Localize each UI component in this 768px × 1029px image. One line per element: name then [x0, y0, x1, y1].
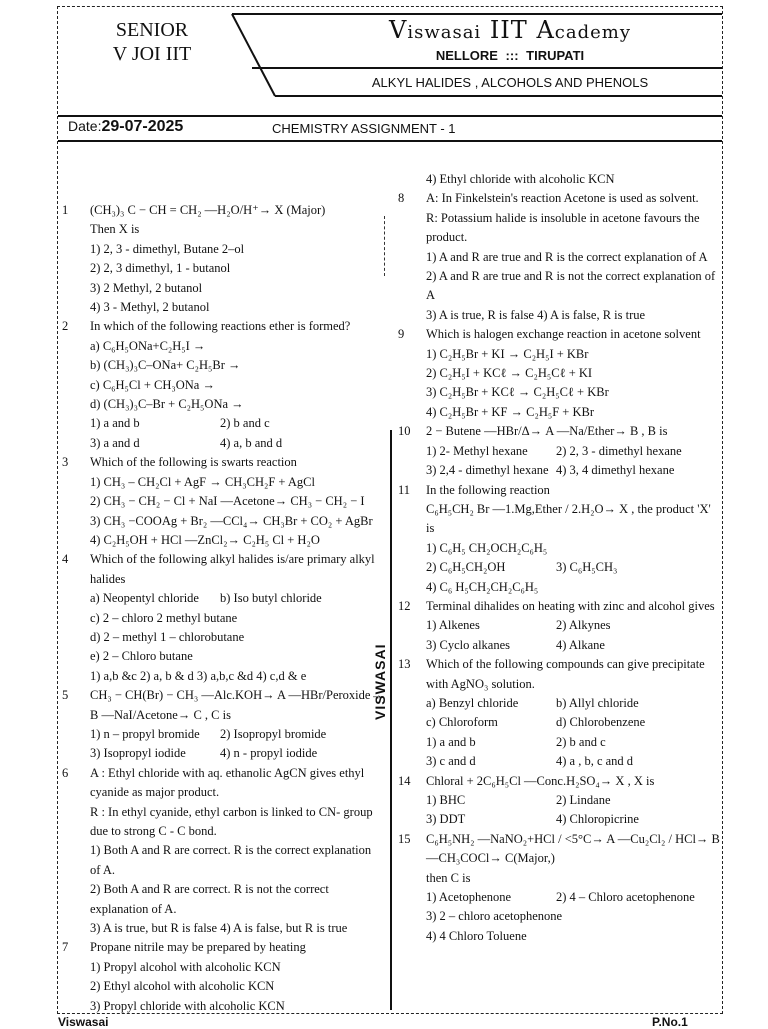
date-row [68, 118, 183, 136]
question-line: 2) 2, 3 dimethyl, 1 - butanol [90, 261, 231, 276]
option-pair [426, 888, 720, 907]
question-line: 2) Ethyl alcohol with alcoholic KCN [90, 979, 275, 994]
option: 2) 2, 3 - dimethyl hexane [556, 443, 682, 458]
option-pair [90, 744, 384, 763]
question [398, 325, 720, 422]
assignment-title: CHEMISTRY ASSIGNMENT - 1 [272, 121, 456, 136]
question [62, 317, 384, 453]
option-pair [90, 414, 384, 433]
option-pair [426, 810, 720, 829]
option-pair [426, 694, 720, 713]
academy-rest: iswasai [407, 22, 482, 43]
option: 2) C₆H₅CH₂OH [426, 560, 506, 575]
question-line: c) 2 – chloro 2 methyl butane [90, 610, 238, 625]
question [398, 189, 720, 325]
option: 4) a, b and d [220, 435, 283, 450]
question [62, 938, 384, 1016]
dashed-separator [384, 216, 385, 276]
option: 3) c and d [426, 754, 476, 769]
question [398, 597, 720, 655]
question-line: 4) C₂H₅Br + KF → C₂H₅F + KBr [426, 404, 595, 419]
option-pair [426, 752, 720, 771]
option: 2) Lindane [556, 793, 611, 807]
question-number: 6 [62, 765, 69, 780]
question-number: 15 [398, 831, 411, 846]
option: 3) C₆H₅CH₃ [556, 560, 618, 575]
option: 2) b and c [556, 734, 606, 749]
question-line: 4) C₆ H₅CH₂CH₂C₆H₅ [426, 579, 539, 594]
question-line: 3) A is true, but R is false 4) A is false, but R is true [90, 921, 348, 936]
question-line: 1) A and R are true and R is the correct explanation of A [426, 249, 708, 264]
option: 1) BHC [426, 793, 466, 807]
option: 1) n – propyl bromide [90, 726, 200, 741]
option: b) Iso butyl chloride [220, 591, 322, 606]
column-divider [390, 430, 392, 1010]
question [62, 686, 384, 764]
question-line: In the following reaction [426, 482, 550, 497]
question-line: Which of the following alkyl halides is/are primary alkyl halides [90, 552, 375, 586]
option: 3) DDT [426, 812, 466, 827]
question-line: 2) CH₃ − CH₂ − Cl + NaI —Acetone→ CH₃ − CH₂ − I [90, 494, 365, 509]
question-line: 3) Propyl chloride with alcoholic KCN [90, 998, 285, 1013]
option: 1) 2- Methyl hexane [426, 443, 528, 458]
question-line: 4) 4 Chloro Toluene [426, 928, 527, 943]
question-line: Chloral + 2C₆H₅Cl —Conc.H₂SO₄→ X , X is [426, 773, 655, 788]
question-line: (CH₃)₃ C − CH = CH₂ —H₂O/H⁺→ X (Major) [90, 203, 326, 217]
option: 4) 3, 4 dimethyl hexane [556, 463, 675, 478]
watermark: VISWASAI [372, 643, 388, 720]
option: 4) Chloropicrine [556, 812, 639, 827]
option-pair [90, 589, 384, 608]
academy-cademy: cademy [554, 22, 632, 43]
question-number: 14 [398, 773, 411, 788]
option: 1) Acetophenone [426, 890, 512, 905]
question-line: a) C₆H₅ONa+C₂H₅I → [90, 338, 206, 353]
question-line: 1) Both A and R are correct. R is the correct explanation of A. [90, 843, 372, 877]
question-line: Which of the following compounds can give precipitate with AgNO₃ solution. [426, 657, 705, 691]
question [398, 830, 720, 946]
left-column [62, 201, 384, 1016]
question-number: 1 [62, 203, 69, 217]
question-line: Which of the following is swarts reaction [90, 455, 297, 470]
question-line: 2) C₂H₅I + KCℓ → C₂H₅Cℓ + KI [426, 366, 593, 381]
question [62, 201, 384, 317]
batch-line-2: V JOI IIT [112, 43, 192, 65]
question-line: d) 2 – methyl 1 – chlorobutane [90, 629, 245, 644]
option: a) Neopentyl chloride [90, 591, 199, 606]
date-value: 29-07-2025 [101, 118, 184, 135]
option: 3) Isopropyl iodide [90, 746, 186, 761]
option: 4) Alkane [556, 637, 605, 652]
question-line: 1) C₆H₅ CH₂OCH₂C₆H₅ [426, 540, 548, 555]
academy-a: A [536, 16, 555, 44]
question [62, 764, 384, 939]
option: 4) a , b, c and d [556, 754, 634, 769]
option-pair [426, 616, 720, 635]
question-line: R: Potassium halide is insoluble in acetone favours the product. [426, 210, 700, 245]
question-number: 11 [398, 482, 411, 497]
option: 2) Isopropyl bromide [220, 726, 327, 741]
option: b) Allyl chloride [556, 695, 639, 710]
option: d) Chlorobenzene [556, 715, 646, 730]
question-line: 3) 2 Methyl, 2 butanol [90, 280, 203, 295]
question [398, 170, 720, 189]
footer-left: Viswasai [58, 1015, 109, 1029]
question-line: C₆H₅NH₂ —NaNO₂+HCl / <5°C→ A —Cu₂Cl₂ / HCl→ B —CH₃COCl→ C(Major,) [426, 831, 720, 866]
question [398, 481, 720, 597]
option-pair [426, 558, 720, 577]
question-line: C₆H₅CH₂ Br —1.Mg,Ether / 2.H₂O→ X , the product 'X' is [426, 501, 711, 536]
academy-cities: NELLORE ::: TIRUPATI [435, 48, 585, 63]
option-pair [426, 733, 720, 752]
question-line: 3) A is true, R is false 4) A is false, R is true [426, 307, 646, 322]
topic-title: ALKYL HALIDES , ALCOHOLS AND PHENOLS [371, 75, 649, 90]
question-line: b) (CH₃)₃C–ONa+ C₂H₅Br → [90, 358, 241, 373]
option: 1) a and b [426, 734, 476, 749]
option-pair [90, 725, 384, 744]
question-line: R : In ethyl cyanide, ethyl carbon is linked to CN- group due to strong C - C bond. [90, 804, 373, 838]
option: 2) Alkynes [556, 618, 611, 633]
question-line: 3) 2 – chloro acetophenone [426, 909, 563, 924]
question-number: 3 [62, 455, 69, 470]
question-line: 4) 3 - Methyl, 2 butanol [90, 300, 210, 315]
question-line: A: In Finkelstein's reaction Acetone is used as solvent. [426, 191, 699, 206]
question-line: d) (CH₃)₃C–Br + C₂H₅ONa → [90, 397, 244, 412]
option: 3) a and d [90, 435, 140, 450]
question-line: 1) 2, 3 - dimethyl, Butane 2–ol [90, 241, 245, 256]
question [62, 550, 384, 686]
question-line: 2) Both A and R are correct. R is not the correct explanation of A. [90, 882, 329, 916]
question-line: 1) C₂H₅Br + KI → C₂H₅I + KBr [426, 346, 589, 361]
date-label: Date: [68, 118, 102, 134]
question-line: 1) CH₃ – CH₂Cl + AgF → CH₃CH₂F + AgCl [90, 474, 315, 489]
question-line: 1) a,b &c 2) a, b & d 3) a,b,c &d 4) c,d & e [90, 668, 307, 683]
question-line: 4) Ethyl chloride with alcoholic KCN [426, 172, 615, 186]
batch-line-1: SENIOR [115, 19, 189, 41]
question-number: 9 [398, 327, 405, 342]
question-number: 5 [62, 688, 69, 703]
question [398, 655, 720, 771]
question [398, 422, 720, 480]
question-line: 2 − Butene —HBr/Δ→ A —Na/Ether→ B , B is [426, 424, 668, 439]
question-line: e) 2 – Chloro butane [90, 649, 193, 664]
question [398, 772, 720, 830]
question-line: Propane nitrile may be prepared by heating [90, 940, 306, 955]
question-line: Terminal dihalides on heating with zinc and alcohol gives [426, 598, 715, 613]
question-number: 4 [62, 552, 69, 567]
question-line: 2) A and R are true and R is not the correct explanation of A [426, 269, 716, 303]
academy-iit: IIT [489, 16, 528, 44]
right-column [398, 170, 720, 946]
question-line: In which of the following reactions ether is formed? [90, 319, 351, 334]
option-pair [426, 713, 720, 732]
option: 1) Alkenes [426, 618, 480, 633]
question-number: 10 [398, 424, 411, 439]
question-line: 3) C₂H₅Br + KCℓ → C₂H₅Cℓ + KBr [426, 385, 609, 400]
option: a) Benzyl chloride [426, 695, 519, 710]
option-pair [426, 461, 720, 480]
question-number: 13 [398, 657, 411, 672]
option: 2) 4 – Chloro acetophenone [556, 890, 695, 905]
option-pair [426, 636, 720, 655]
question [62, 453, 384, 550]
footer-right: P.No.1 [652, 1015, 688, 1029]
option: 1) a and b [90, 416, 140, 431]
question-line: c) C₆H₅Cl + CH₃ONa → [90, 377, 215, 392]
option: c) Chloroform [426, 715, 498, 730]
question-line: CH₃ − CH(Br) − CH₃ —Alc.KOH→ A —HBr/Peroxide→ B —NaI/Acetone→ C , C is [90, 688, 383, 722]
question-number: 7 [62, 940, 69, 955]
academy-v: V [388, 16, 408, 44]
question-line: 1) Propyl alcohol with alcoholic KCN [90, 959, 281, 974]
option: 4) n - propyl iodide [220, 746, 318, 761]
question-line: Which is halogen exchange reaction in acetone solvent [426, 327, 701, 342]
question-line: Then X is [90, 222, 140, 237]
question-line: 4) C₂H₅OH + HCl —ZnCl₂→ C₂H₅ Cl + H₂O [90, 532, 320, 547]
question-number: 12 [398, 598, 411, 613]
option: 2) b and c [220, 416, 270, 431]
option-pair [90, 434, 384, 453]
question-line: 3) CH₃ −COOAg + Br₂ —CCl₄→ CH₃Br + CO₂ + AgBr [90, 513, 373, 528]
option: 3) 2,4 - dimethyl hexane [426, 463, 549, 478]
question-number: 2 [62, 319, 69, 334]
question-number: 8 [398, 191, 405, 206]
option: 3) Cyclo alkanes [426, 637, 511, 652]
question-line: then C is [426, 870, 471, 885]
question-line: A : Ethyl chloride with aq. ethanolic AgCN gives ethyl cyanide as major product. [90, 765, 365, 800]
option-pair [426, 442, 720, 461]
option-pair [426, 791, 720, 810]
